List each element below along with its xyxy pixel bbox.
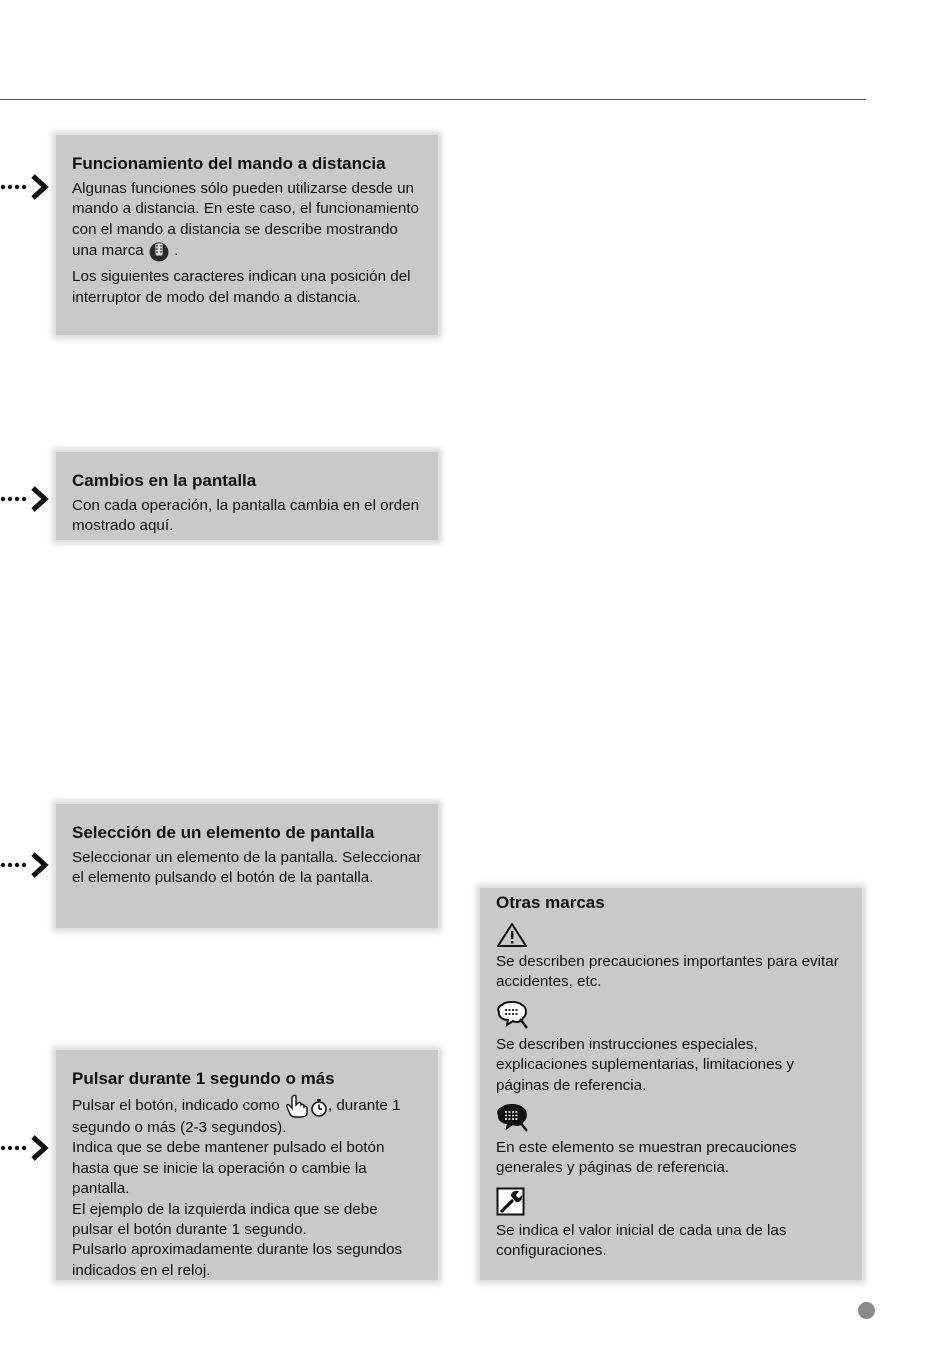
mark-item [496,1001,846,1096]
page-marker [858,1302,875,1319]
press-hold-line4: Pulsarlo aproximadamente durante los segundos indicados en el reloj. [72,1241,403,1279]
mark-item [496,1104,846,1179]
remote-control-box [56,135,438,335]
top-rule [0,99,866,100]
warning-triangle-icon [496,922,528,948]
wrench-mark-text: Se indica el valor inicial de cada una de las configuraciones. [496,1221,787,1260]
press-hold-text [72,1094,422,1281]
select-item-text: Seleccionar un elemento de la pantalla. Seleccionar el elemento pulsando el botón de la pantalla. [72,849,422,887]
mark-item [496,922,846,993]
remote-control-icon [148,240,170,262]
press-hold-line3: El ejemplo de la izquierda indica que se debe pulsar el botón durante 1 segundo. [72,1200,378,1239]
select-item-title: Selección de un elemento de pantalla [72,823,375,842]
warning-mark-text: Se describen precauciones importantes para evitar accidentes, etc. [496,953,839,991]
note-bubble-icon [496,1001,530,1031]
general-info-bubble-icon [496,1104,530,1134]
remote-mode-paragraph: Los siguientes caracteres indican una posición del interruptor de modo del mando a distancia. [72,268,411,306]
dotted-arrow-icon [0,174,52,200]
press-hold-title: Pulsar durante 1 segundo o más [72,1069,335,1088]
other-marks-box [480,888,862,1280]
remote-control-text: Algunas funciones sólo pueden utilizarse desde un mando a distancia. En este caso, el funcionamiento con el mando a distancia se describe mostrando una marca [72,180,419,260]
remote-control-text-end: . [170,242,179,260]
note-mark-text: Se describen instrucciones especiales, explicaciones suplementarias, limitaciones y páginas de referencia. [496,1035,794,1094]
press-hold-line2: Indica que se debe mantener pulsado el botón hasta que se inicie la operación o cambie la pantalla. [72,1139,385,1198]
general-mark-text: En este elemento se muestran precauciones generales y páginas de referencia. [496,1139,797,1177]
dotted-arrow-icon [0,852,52,878]
press-hold-box [56,1050,438,1280]
display-changes-text: Con cada operación, la pantalla cambia en el orden mostrado aquí. [72,497,420,535]
remote-control-title: Funcionamiento del mando a distancia [72,154,386,173]
press-hold-line1-post: , durante 1 segundo o más (2-3 segundos). [72,1097,401,1136]
display-changes-box [56,452,438,540]
hand-timer-icon [284,1094,328,1118]
mark-item [496,1187,846,1262]
other-marks-title: Otras marcas [496,893,605,912]
dotted-arrow-icon [0,1135,52,1161]
remote-control-paragraph [72,179,422,262]
display-changes-title: Cambios en la pantalla [72,471,257,490]
dotted-arrow-icon [0,486,52,512]
select-item-box [56,804,438,928]
wrench-icon [496,1187,526,1217]
press-hold-line1-pre: Pulsar el botón, indicado como [72,1097,280,1115]
